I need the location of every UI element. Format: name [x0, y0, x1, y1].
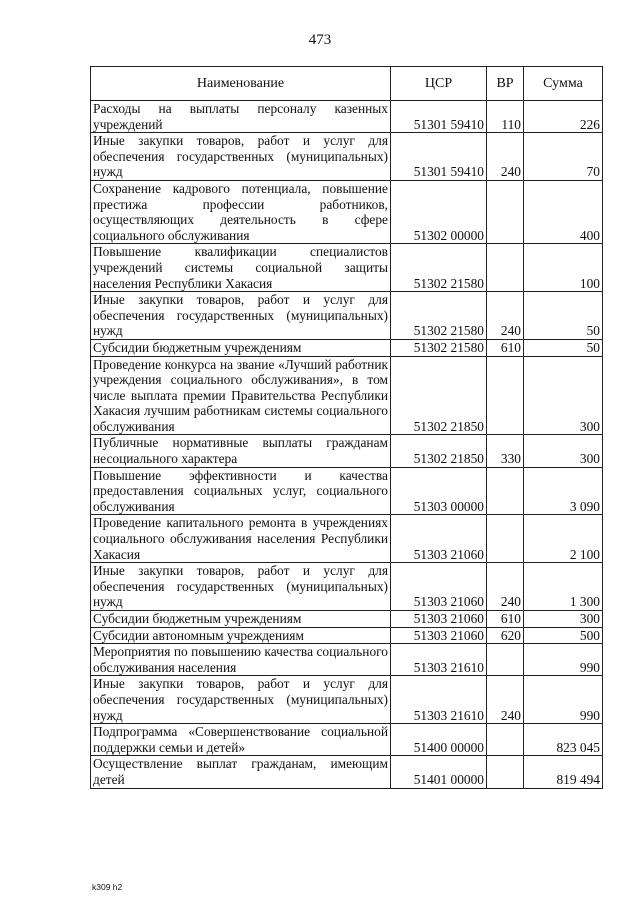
row-csr-cell: 51303 21060	[391, 627, 487, 644]
row-sum-cell: 50	[524, 292, 603, 340]
row-vr-cell: 240	[487, 133, 524, 181]
row-csr-cell: 51302 21580	[391, 292, 487, 340]
row-sum-cell: 226	[524, 101, 603, 133]
row-sum-cell: 300	[524, 611, 603, 628]
row-csr-cell: 51301 59410	[391, 101, 487, 133]
row-csr-cell: 51302 00000	[391, 180, 487, 243]
row-vr-cell	[487, 756, 524, 788]
row-sum-cell: 300	[524, 356, 603, 435]
row-name-cell: Сохранение кадрового потенциала, повышение престижа профессии работников, осуществляющих деятельность в сфере социального обслуживания	[91, 180, 391, 243]
row-sum-cell: 50	[524, 339, 603, 356]
row-sum-cell: 3 090	[524, 467, 603, 515]
row-sum-cell: 823 045	[524, 724, 603, 756]
row-sum-cell: 819 494	[524, 756, 603, 788]
table-row	[91, 244, 603, 292]
table-row	[91, 515, 603, 563]
row-csr-cell: 51302 21850	[391, 435, 487, 467]
row-vr-cell: 610	[487, 339, 524, 356]
row-name-cell: Мероприятия по повышению качества социального обслуживания населения	[91, 644, 391, 676]
row-vr-cell: 610	[487, 611, 524, 628]
table-row	[91, 101, 603, 133]
row-vr-cell	[487, 244, 524, 292]
row-name-cell: Иные закупки товаров, работ и услуг для обеспечения государственных (муниципальных) нужд	[91, 563, 391, 611]
row-csr-cell: 51303 00000	[391, 467, 487, 515]
row-sum-cell: 990	[524, 644, 603, 676]
row-sum-cell: 400	[524, 180, 603, 243]
table-row	[91, 724, 603, 756]
table-row	[91, 644, 603, 676]
row-sum-cell: 500	[524, 627, 603, 644]
row-vr-cell	[487, 515, 524, 563]
row-name-cell: Иные закупки товаров, работ и услуг для обеспечения государственных (муниципальных) нужд	[91, 676, 391, 724]
row-csr-cell: 51303 21610	[391, 644, 487, 676]
table-row	[91, 339, 603, 356]
row-sum-cell: 1 300	[524, 563, 603, 611]
table-row	[91, 627, 603, 644]
row-vr-cell: 240	[487, 563, 524, 611]
row-csr-cell: 51302 21850	[391, 356, 487, 435]
table-row	[91, 435, 603, 467]
row-csr-cell: 51303 21610	[391, 676, 487, 724]
table-row	[91, 676, 603, 724]
row-sum-cell: 990	[524, 676, 603, 724]
row-name-cell: Иные закупки товаров, работ и услуг для обеспечения государственных (муниципальных) нужд	[91, 133, 391, 181]
row-sum-cell: 300	[524, 435, 603, 467]
row-vr-cell	[487, 356, 524, 435]
row-csr-cell: 51401 00000	[391, 756, 487, 788]
row-sum-cell: 100	[524, 244, 603, 292]
row-name-cell: Проведение конкурса на звание «Лучший работник учреждения социального обслуживания», в том числе выплата премии Правительства Республики Хакасия лучшим работникам системы социального обслуживания	[91, 356, 391, 435]
row-vr-cell: 330	[487, 435, 524, 467]
header-name: Наименование	[91, 67, 391, 101]
row-name-cell: Повышение квалификации специалистов учреждений системы социальной защиты населения Республики Хакасия	[91, 244, 391, 292]
row-vr-cell	[487, 180, 524, 243]
header-csr: ЦСР	[391, 67, 487, 101]
row-name-cell: Субсидии бюджетным учреждениям	[91, 339, 391, 356]
row-vr-cell: 240	[487, 292, 524, 340]
row-csr-cell: 51400 00000	[391, 724, 487, 756]
row-name-cell: Осуществление выплат гражданам, имеющим детей	[91, 756, 391, 788]
row-csr-cell: 51301 59410	[391, 133, 487, 181]
footer-code: k309 h2	[92, 882, 123, 892]
table-row	[91, 756, 603, 788]
table-row	[91, 563, 603, 611]
row-sum-cell: 2 100	[524, 515, 603, 563]
table-row	[91, 356, 603, 435]
row-csr-cell: 51302 21580	[391, 339, 487, 356]
table-row	[91, 180, 603, 243]
table-header-row	[91, 67, 603, 101]
table-row	[91, 611, 603, 628]
row-name-cell: Иные закупки товаров, работ и услуг для обеспечения государственных (муниципальных) нужд	[91, 292, 391, 340]
table-row	[91, 467, 603, 515]
table-row	[91, 133, 603, 181]
budget-table	[90, 66, 603, 789]
row-csr-cell: 51303 21060	[391, 563, 487, 611]
row-name-cell: Субсидии автономным учреждениям	[91, 627, 391, 644]
row-name-cell: Субсидии бюджетным учреждениям	[91, 611, 391, 628]
row-vr-cell	[487, 724, 524, 756]
row-name-cell: Проведение капитального ремонта в учреждениях социального обслуживания населения Республики Хакасия	[91, 515, 391, 563]
row-vr-cell: 240	[487, 676, 524, 724]
table-row	[91, 292, 603, 340]
row-vr-cell	[487, 467, 524, 515]
row-name-cell: Подпрограмма «Совершенствование социальной поддержки семьи и детей»	[91, 724, 391, 756]
header-sum: Сумма	[524, 67, 603, 101]
row-name-cell: Повышение эффективности и качества предоставления социальных услуг, социального обслуживания	[91, 467, 391, 515]
header-vr: ВР	[487, 67, 524, 101]
row-vr-cell: 620	[487, 627, 524, 644]
row-sum-cell: 70	[524, 133, 603, 181]
page-number: 473	[308, 32, 332, 48]
row-name-cell: Публичные нормативные выплаты гражданам несоциального характера	[91, 435, 391, 467]
row-csr-cell: 51303 21060	[391, 515, 487, 563]
row-csr-cell: 51303 21060	[391, 611, 487, 628]
row-vr-cell: 110	[487, 101, 524, 133]
row-name-cell: Расходы на выплаты персоналу казенных учреждений	[91, 101, 391, 133]
row-vr-cell	[487, 644, 524, 676]
row-csr-cell: 51302 21580	[391, 244, 487, 292]
